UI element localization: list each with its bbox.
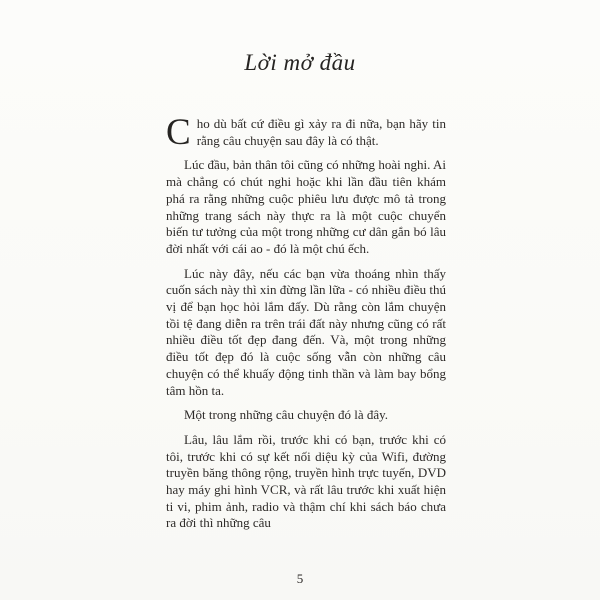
paragraph: Lúc đầu, bản thân tôi cũng có những hoài nghi. Ai mà chẳng có chút nghi hoặc khi lần đầu tiên khám phá ra rằng những cuộc phiêu lưu được mô tả trong những trang sách này thực ra là một cuộc chuyển biến tư tưởng của một trong những cư dân gắn bó lâu đời nhất với cái ao - đó là một chú ếch.	[166, 157, 446, 256]
page-title: Lời mở đầu	[244, 50, 356, 75]
paragraph: Lúc này đây, nếu các bạn vừa thoáng nhìn thấy cuốn sách này thì xin đừng lần lữa - có nhiều điều thú vị để bạn học hỏi lắm đấy. Dù rằng còn lắm chuyện tồi tệ đang diễn ra trên trái đất này nhưng cũng có rất nhiều điều tốt đẹp đang đến. Và, một trong những điều tốt đẹp đó là cuộc sống vẫn còn những câu chuyện có thể khuấy động tinh thần và làm bay bổng tâm hồn ta.	[166, 265, 446, 398]
paragraph: Lâu, lâu lắm rồi, trước khi có bạn, trước khi có tôi, trước khi có sự kết nối diệu kỳ của Wifi, đường truyền băng thông rộng, truyền hình trực tuyến, DVD hay máy ghi hình VCR, và rất lâu trước khi xuất hiện ti vi, phim ảnh, radio và thậm chí khi sách báo chưa ra đời thì những câu	[166, 431, 446, 531]
paragraph	[166, 112, 446, 153]
paragraph-text: ho dù bất cứ điều gì xảy ra đi nữa, bạn hãy tin rằng câu chuyện sau đây là có thật.	[196, 116, 446, 148]
paragraph: Một trong những câu chuyện đó là đây.	[184, 407, 389, 423]
page-number: 5	[296, 571, 304, 586]
text-block	[166, 112, 446, 540]
drop-cap: C	[166, 112, 191, 153]
